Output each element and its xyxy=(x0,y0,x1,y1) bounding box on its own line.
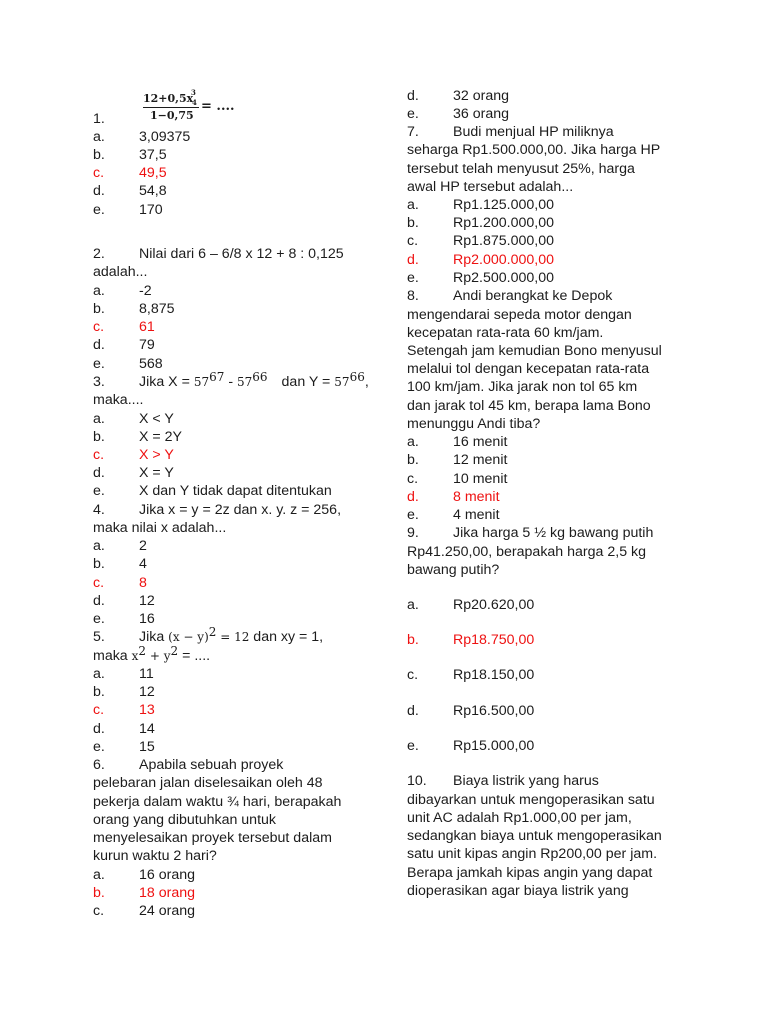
question-6-line: pekerja dalam waktu ¾ hari, berapakah xyxy=(93,794,342,810)
question-number: 3. xyxy=(93,374,105,390)
question-6-line: menyelesaikan proyek tersebut dalam xyxy=(93,830,332,846)
option-8e: e. 4 menit xyxy=(407,507,500,523)
question-8-line: mengendarai sepeda motor dengan xyxy=(407,307,632,323)
question-number: 6. xyxy=(93,757,105,773)
question-8: 8. Andi berangkat ke Depok xyxy=(407,288,613,304)
option-8a: a. 16 menit xyxy=(407,434,508,450)
option-6d: d. 32 orang xyxy=(407,88,510,104)
option-5c-answer: c. 13 xyxy=(93,702,155,718)
option-9e: e. Rp15.000,00 xyxy=(407,738,535,754)
question-10-line: sedangkan biaya untuk mengoperasikan xyxy=(407,828,662,844)
option-3a: a. X < Y xyxy=(93,411,174,427)
option-6b-answer: b. 18 orang xyxy=(93,885,196,901)
option-4a: a. 2 xyxy=(93,538,147,554)
question-5-cont: maka $x^2 + y^2$ = .... xyxy=(93,644,211,664)
option-3d: d. X = Y xyxy=(93,465,174,481)
question-10-line: unit AC adalah Rp1.000,00 per jam, xyxy=(407,810,632,826)
option-3b: b. X = 2Y xyxy=(93,429,182,445)
question-8-line: menunggu Andi tiba? xyxy=(407,416,541,432)
option-8d-answer: d. 8 menit xyxy=(407,489,500,505)
option-3c-answer: c. X > Y xyxy=(93,447,174,463)
question-number: 9. xyxy=(407,525,419,541)
question-7-line: tersebut telah menyusut 25%, harga xyxy=(407,161,635,177)
option-6c: c. 24 orang xyxy=(93,903,196,919)
question-4: 4. Jika x = y = 2z dan x. y. z = 256, xyxy=(93,502,342,518)
option-4c-answer: c. 8 xyxy=(93,575,147,591)
option-2a: a. -2 xyxy=(93,283,152,299)
option-7d-answer: d. Rp2.000.000,00 xyxy=(407,252,554,268)
question-10-line: dibayarkan untuk mengoperasikan satu xyxy=(407,792,655,808)
question-7: 7. Budi menjual HP miliknya xyxy=(407,124,614,140)
question-10-line: Berapa jamkah kipas angin yang dapat xyxy=(407,865,653,881)
question-3-cont: maka.... xyxy=(93,392,144,408)
question-7-line: awal HP tersebut adalah... xyxy=(407,179,574,195)
option-7c: c. Rp1.875.000,00 xyxy=(407,233,554,249)
formula-exponent-top: 3 xyxy=(191,88,196,97)
question-9-line: Rp41.250,00, berapakah harga 2,5 kg xyxy=(407,544,647,560)
question-number: 8. xyxy=(407,288,419,304)
option-4d: d. 12 xyxy=(93,593,155,609)
question-6-line: pelebaran jalan diselesaikan oleh 48 xyxy=(93,775,323,791)
question-9-line: bawang putih? xyxy=(407,562,500,578)
question-8-line: kecepatan rata-rata 60 km/jam. xyxy=(407,325,604,341)
formula-tail: = .... xyxy=(201,99,235,114)
question-number: 4. xyxy=(93,502,105,518)
option-9a: a. Rp20.620,00 xyxy=(407,597,535,613)
option-1b: b. 37,5 xyxy=(93,147,167,163)
option-5e: e. 15 xyxy=(93,739,155,755)
option-9d: d. Rp16.500,00 xyxy=(407,703,535,719)
option-6e: e. 36 orang xyxy=(407,106,510,122)
option-9c: c. Rp18.150,00 xyxy=(407,667,535,683)
option-4b: b. 4 xyxy=(93,556,147,572)
option-2d: d. 79 xyxy=(93,337,155,353)
question-6-line: orang yang dibutuhkan untuk xyxy=(93,812,277,828)
fraction-bar xyxy=(143,107,199,108)
option-2e: e. 568 xyxy=(93,356,163,372)
question-2 xyxy=(93,245,344,263)
option-7b: b. Rp1.200.000,00 xyxy=(407,215,554,231)
question-7-line: seharga Rp1.500.000,00. Jika harga HP xyxy=(407,142,661,158)
question-8-line: Setengah jam kemudian Bono menyusul xyxy=(407,343,662,359)
question-number: 1. xyxy=(93,111,105,127)
question-10-line: dioperasikan agar biaya listrik yang xyxy=(407,883,629,899)
question-9: 9. Jika harga 5 ½ kg bawang putih xyxy=(407,525,654,541)
option-5a: a. 11 xyxy=(93,666,154,682)
question-number: 2. xyxy=(93,246,105,262)
option-8c: c. 10 menit xyxy=(407,471,508,487)
option-7a: a. Rp1.125.000,00 xyxy=(407,197,554,213)
question-8-line: dan jarak tol 45 km, berapa lama Bono xyxy=(407,398,651,414)
question-1 xyxy=(93,110,139,128)
question-number: 5. xyxy=(93,629,105,645)
question-number: 10. xyxy=(407,773,427,789)
option-3e: e. X dan Y tidak dapat ditentukan xyxy=(93,483,332,499)
question-6-line: kurun waktu 2 hari? xyxy=(93,848,217,864)
formula-numerator: 12+0,5x xyxy=(143,92,194,105)
option-5b: b. 12 xyxy=(93,684,155,700)
question-text: Nilai dari 6 – 6/8 x 12 + 8 : 0,125 xyxy=(139,246,344,262)
option-4e: e. 16 xyxy=(93,611,155,627)
option-1e: e. 170 xyxy=(93,202,163,218)
question-3: 3. Jika $X = 57^{67} - 57^{66}$ dan $Y = 57^{66}$, xyxy=(93,370,369,390)
option-1c-answer: c. 49,5 xyxy=(93,165,167,181)
option-2c-answer: c. 61 xyxy=(93,319,155,335)
option-5d: d. 14 xyxy=(93,721,155,737)
option-2b: b. 8,875 xyxy=(93,301,175,317)
question-8-line: melalui tol dengan kecepatan rata-rata xyxy=(407,361,650,377)
question-2-cont: adalah... xyxy=(93,264,148,280)
question-10-line: satu unit kipas angin Rp200,00 per jam. xyxy=(407,846,658,862)
formula-denominator: 1−0,75 xyxy=(150,109,194,122)
option-8b: b. 12 menit xyxy=(407,452,508,468)
question-10: 10. Biaya listrik yang harus xyxy=(407,773,599,789)
option-1d: d. 54,8 xyxy=(93,183,167,199)
option-1a: a. 3,09375 xyxy=(93,129,191,145)
question-6: 6. Apabila sebuah proyek xyxy=(93,757,284,773)
question-5: 5. Jika $(x - y)^2 = 12$ dan xy = 1, xyxy=(93,625,324,645)
option-9b-answer: b. Rp18.750,00 xyxy=(407,632,535,648)
question-4-cont: maka nilai x adalah... xyxy=(93,520,227,536)
question-number: 7. xyxy=(407,124,419,140)
question-8-line: 100 km/jam. Jika jarak non tol 65 km xyxy=(407,379,638,395)
option-6a: a. 16 orang xyxy=(93,867,196,883)
option-7e: e. Rp2.500.000,00 xyxy=(407,270,554,286)
formula-exponent-bottom: 4 xyxy=(192,98,197,107)
